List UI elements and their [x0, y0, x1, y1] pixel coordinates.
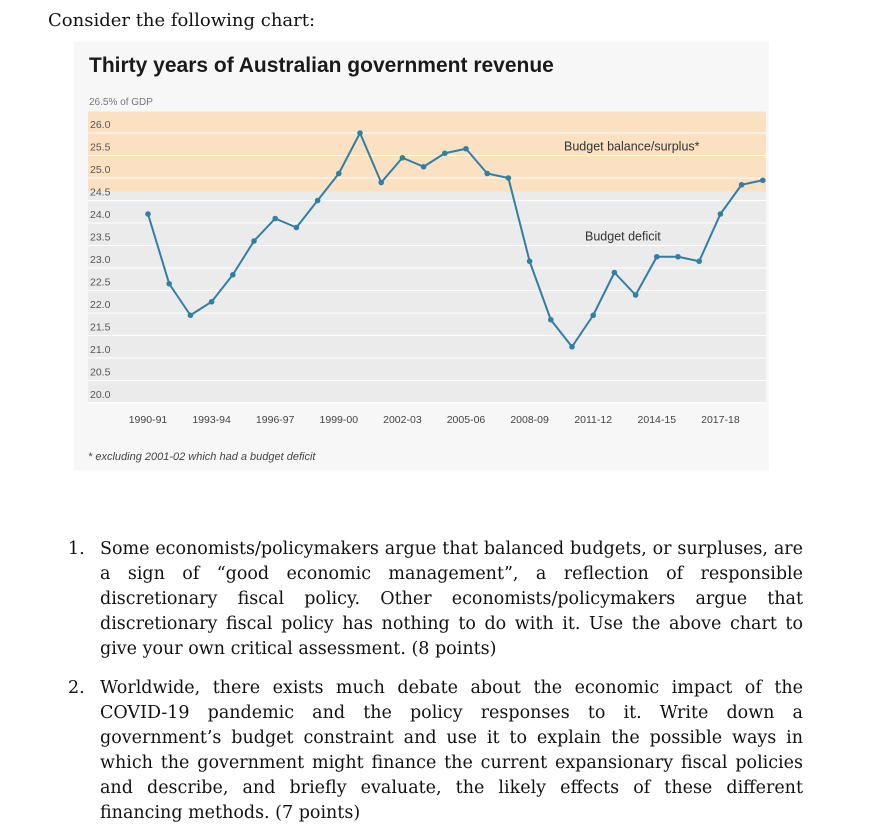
data-point — [421, 164, 427, 170]
y-tick-label: 25.0 — [90, 164, 111, 176]
x-tick-label: 1996-97 — [255, 414, 295, 426]
y-tick-label: 23.0 — [90, 254, 111, 266]
data-point — [315, 198, 321, 204]
y-tick-label: 24.0 — [90, 209, 111, 221]
data-point — [654, 254, 660, 260]
chart-title: Thirty years of Australian government revenue — [89, 54, 554, 77]
data-point — [548, 317, 554, 323]
data-point — [675, 254, 681, 260]
data-point — [230, 272, 236, 278]
data-point — [612, 270, 618, 276]
x-tick-label: 2005-06 — [446, 414, 486, 426]
data-point — [400, 155, 406, 161]
data-point — [166, 281, 172, 287]
question-2 — [68, 676, 803, 826]
data-point — [357, 130, 363, 136]
x-tick-label: 1993-94 — [192, 414, 231, 426]
data-point — [463, 146, 469, 152]
data-point — [760, 177, 766, 183]
data-point — [272, 216, 278, 222]
x-tick-label: 1990-91 — [128, 414, 168, 426]
y-tick-label: 22.0 — [90, 299, 111, 311]
y-tick-label: 20.5 — [90, 366, 111, 379]
data-point — [251, 238, 257, 244]
deficit-region-label: Budget deficit — [585, 229, 661, 244]
data-point — [145, 211, 151, 217]
data-point — [484, 171, 490, 177]
data-point — [336, 171, 342, 177]
question-text: Some economists/policymakers argue that balanced budgets, or surpluses, are a sign of “good economic management”, a reflection of responsible discretionary fiscal policy. Other economists/policymakers argue that discretionary fiscal policy has nothing to do with it. Use the above chart to give your own critical assessment. (8 points) — [100, 539, 803, 659]
data-point — [739, 182, 745, 188]
data-point — [188, 312, 194, 318]
question-number: 1. — [68, 539, 85, 559]
data-point — [209, 299, 215, 305]
x-tick-label: 2002-03 — [383, 414, 422, 426]
y-tick-label: 21.0 — [90, 344, 111, 356]
chart-figure — [74, 42, 769, 470]
y-tick-label: 26.0 — [90, 119, 111, 131]
y-tick-label: 23.5 — [90, 231, 111, 244]
x-tick-label: 1999-00 — [319, 414, 359, 426]
surplus-region-label: Budget balance/surplus* — [564, 139, 700, 154]
x-tick-label: 2008-09 — [510, 414, 549, 426]
y-tick-label: 20.0 — [90, 389, 111, 401]
x-tick-label: 2011-12 — [574, 414, 613, 426]
data-point — [696, 258, 702, 264]
intro-text: Consider the following chart: — [48, 10, 316, 31]
y-tick-label: 25.5 — [90, 141, 111, 154]
chart-unit-label: 26.5% of GDP — [89, 97, 153, 108]
question-text: Worldwide, there exists much debate about the economic impact of the COVID-19 pandemic and the policy responses to it. Write down a government’s budget constraint and use it to explain the possible ways in which the government might finance the current expansionary fiscal policies and describe, and briefly evaluate, the likely effects of these different financing methods. (7 points) — [100, 678, 803, 823]
y-tick-label: 22.5 — [90, 276, 111, 289]
x-tick-label: 2017-18 — [701, 414, 740, 426]
data-point — [527, 258, 533, 264]
data-point — [442, 150, 448, 156]
question-list — [68, 537, 803, 840]
data-point — [633, 292, 639, 298]
data-point — [590, 312, 596, 318]
data-point — [294, 225, 300, 231]
revenue-line-chart — [74, 42, 769, 470]
data-point — [569, 344, 575, 350]
data-point — [378, 180, 384, 186]
data-point — [718, 211, 724, 217]
y-tick-label: 24.5 — [90, 186, 111, 199]
question-1 — [68, 537, 803, 662]
y-tick-label: 21.5 — [90, 321, 111, 334]
question-number: 2. — [68, 678, 85, 698]
data-point — [506, 175, 512, 181]
chart-footnote: * excluding 2001-02 which had a budget deficit — [88, 451, 316, 463]
x-tick-label: 2014-15 — [637, 414, 677, 426]
